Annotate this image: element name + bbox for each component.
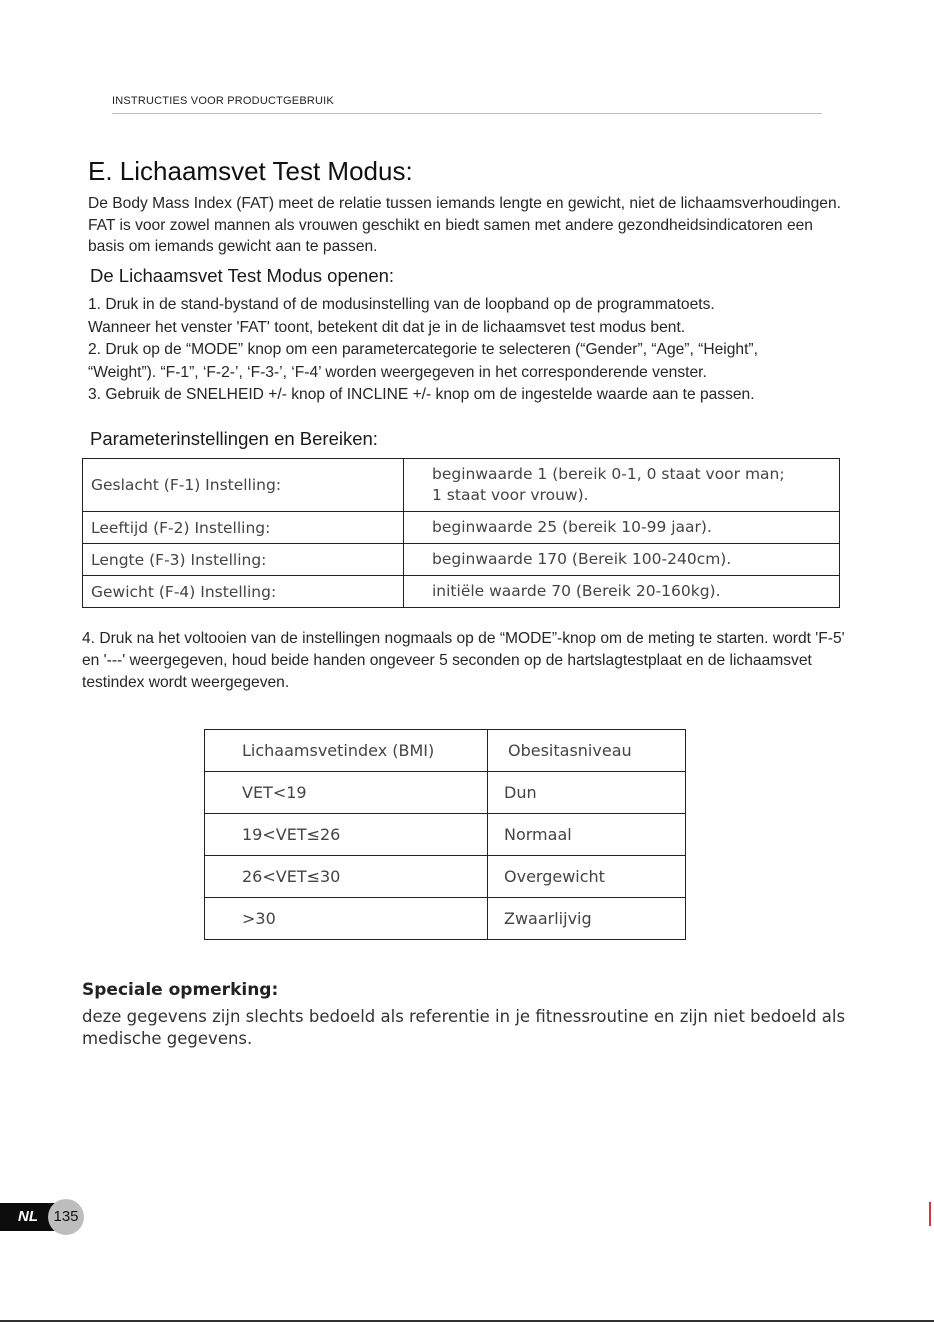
level-col-header: Obesitasniveau (488, 730, 686, 772)
table-header-row (205, 730, 686, 772)
bmi-range: >30 (205, 898, 488, 940)
bmi-table (204, 729, 686, 940)
table-row (83, 544, 840, 576)
table-row (83, 459, 840, 512)
step-line: 1. Druk in de stand-bystand of de modusinstelling van de loopband op de programmatoets. (88, 296, 715, 313)
param-label: Leeftijd (F-2) Instelling: (83, 512, 404, 544)
header-divider (112, 113, 822, 114)
bmi-range: 19<VET≤26 (205, 814, 488, 856)
step-line: 2. Druk op de “MODE” knop om een parametercategorie te selecteren (“Gender”, “Age”, “Height”, (88, 341, 758, 358)
step-line: Wanneer het venster 'FAT' toont, betekent dit dat je in de lichaamsvet test modus bent. (88, 318, 686, 336)
param-value-line: beginwaarde 1 (bereik 0-1, 0 staat voor man; (432, 465, 785, 483)
bmi-range: 26<VET≤30 (205, 856, 488, 898)
bottom-divider (0, 1320, 934, 1322)
page-number-badge: 135 (48, 1199, 84, 1235)
table-row (205, 814, 686, 856)
open-mode-title: De Lichaamsvet Test Modus openen: (90, 265, 395, 286)
section-title: E. Lichaamsvet Test Modus: (88, 156, 413, 186)
parameters-title: Parameterinstellingen en Bereiken: (90, 428, 378, 449)
param-label: Geslacht (F-1) Instelling: (83, 459, 404, 512)
parameters-table (82, 458, 840, 608)
obesity-level: Normaal (488, 814, 686, 856)
language-tab: NL (0, 1203, 60, 1231)
param-value: initiële waarde 70 (Bereik 20-160kg). (404, 576, 840, 608)
step-line: 3. Gebruik de SNELHEID +/- knop of INCLINE +/- knop om de ingestelde waarde aan te passen. (88, 386, 755, 403)
bmi-col-header: Lichaamsvetindex (BMI) (205, 730, 488, 772)
param-label: Lengte (F-3) Instelling: (83, 544, 404, 576)
param-label: Gewicht (F-4) Instelling: (83, 576, 404, 608)
open-mode-steps (88, 294, 858, 407)
note-text: deze gegevens zijn slechts bedoeld als referentie in je fitnessroutine en zijn niet bedoeld als medische gegevens. (82, 1007, 846, 1048)
edge-marker (929, 1202, 931, 1226)
obesity-level: Dun (488, 772, 686, 814)
param-value (404, 459, 840, 512)
obesity-level: Zwaarlijvig (488, 898, 686, 940)
section-intro: De Body Mass Index (FAT) meet de relatie tussen iemands lengte en gewicht, niet de lichaamsverhoudingen. FAT is voor zowel mannen als vrouwen geschikt en biedt samen met andere gezondheidsindicatoren een basis om iemands gewicht aan te passen. (88, 195, 841, 255)
table-row (205, 856, 686, 898)
param-value: beginwaarde 25 (bereik 10-99 jaar). (404, 512, 840, 544)
running-header: INSTRUCTIES VOOR PRODUCTGEBRUIK (112, 95, 334, 107)
table-row (205, 898, 686, 940)
step-line: “Weight”). “F-1”, ‘F-2-’, ‘F-3-’, ‘F-4’ worden weergegeven in het corresponderende venster. (88, 363, 707, 381)
note-title: Speciale opmerking: (82, 980, 279, 1000)
table-row (205, 772, 686, 814)
obesity-level: Overgewicht (488, 856, 686, 898)
bmi-range: VET<19 (205, 772, 488, 814)
step-4-text: 4. Druk na het voltooien van de instellingen nogmaals op de “MODE”-knop om de meting te starten. wordt 'F-5' en '---' weergegeven, houd beide handen ongeveer 5 seconden op de hartslagtestplaat en de lichaamsvet testindex wordt weergegeven. (82, 630, 845, 691)
table-row (83, 512, 840, 544)
table-row (83, 576, 840, 608)
param-value-line: 1 staat voor vrouw). (432, 486, 589, 504)
param-value: beginwaarde 170 (Bereik 100-240cm). (404, 544, 840, 576)
